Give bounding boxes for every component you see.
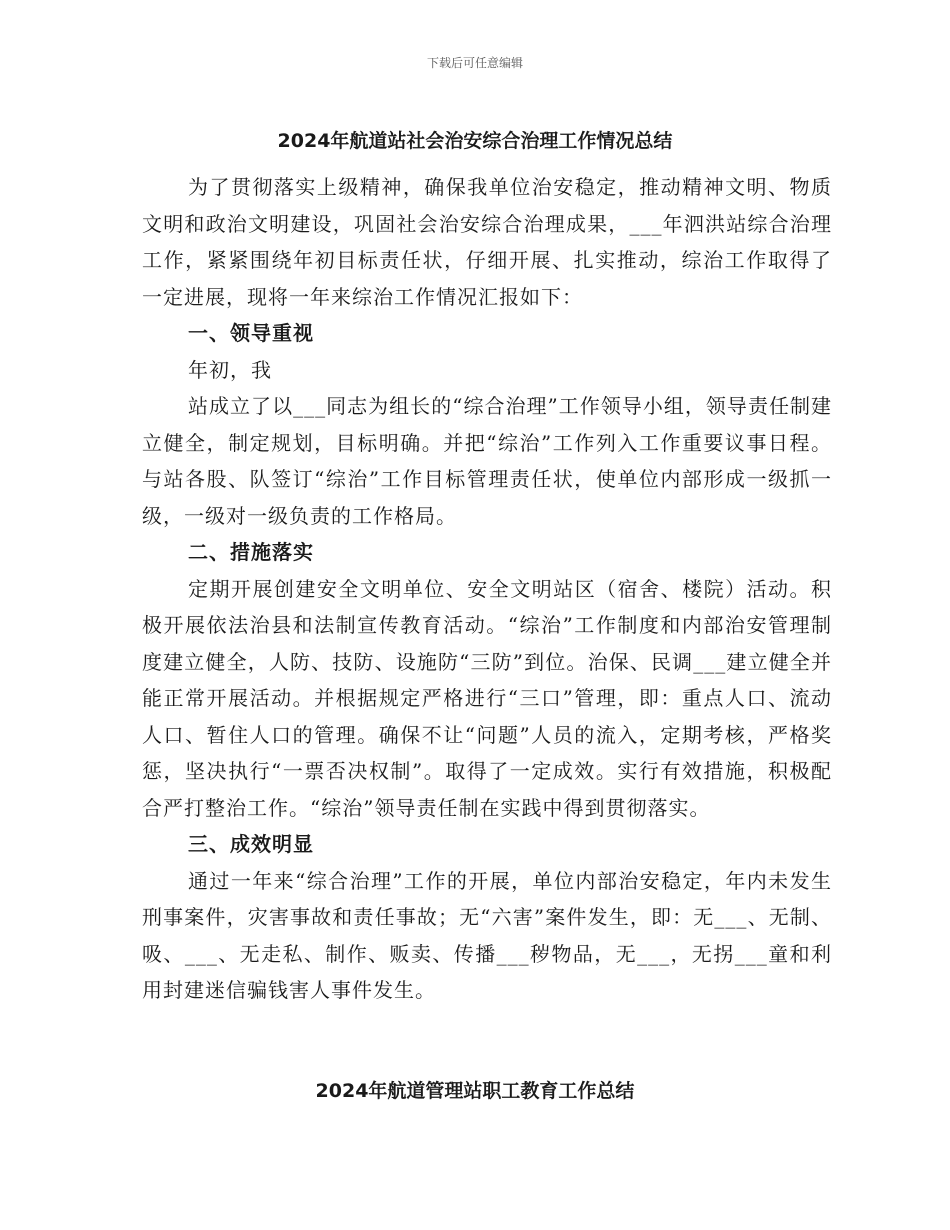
section-paragraph: 年初，我 — [188, 357, 272, 382]
section-heading-results: 三、成效明显 — [188, 832, 314, 856]
header-note: 下载后可任意编辑 — [426, 56, 523, 70]
section-heading-leadership: 一、领导重视 — [188, 321, 314, 345]
section-heading-measures: 二、措施落实 — [188, 540, 314, 564]
document-body — [142, 169, 832, 1009]
next-document-title: 2024年航道管理站职工教育工作总结 — [315, 1080, 635, 1102]
section-paragraph: 站成立了以___同志为组长的“综合治理”工作领导小组，领导责任制建立健全，制定规划，目标明确。并把“综治”工作列入工作重要议事日程。与站各股、队签订“综治”工作目标管理责任状，使单位内部形成一级抓一级，一级对一级负责的工作格局。 — [142, 394, 832, 528]
section-paragraph: 通过一年来“综合治理”工作的开展，单位内部治安稳定，年内未发生刑事案件，灾害事故和责任事故；无“六害”案件发生，即：无___、无制、吸、___、无走私、制作、贩卖、传播___秽物品，无___，无拐___童和利用封建迷信骗钱害人事件发生。 — [142, 868, 832, 1002]
document-title: 2024年航道站社会治安综合治理工作情况总结 — [277, 130, 673, 152]
intro-paragraph: 为了贯彻落实上级精神，确保我单位治安稳定，推动精神文明、物质文明和政治文明建设，巩固社会治安综合治理成果，___年泗洪站综合治理工作，紧紧围绕年初目标责任状，仔细开展、扎实推动，综治工作取得了一定进展，现将一年来综治工作情况汇报如下： — [142, 175, 832, 309]
section-paragraph: 定期开展创建安全文明单位、安全文明站区（宿舍、楼院）活动。积极开展依法治县和法制宣传教育活动。“综治”工作制度和内部治安管理制度建立健全，人防、技防、设施防“三防”到位。治保、民调___建立健全并能正常开展活动。并根据规定严格进行“三口”管理，即：重点人口、流动人口、暂住人口的管理。确保不让“问题”人员的流入，定期考核，严格奖惩，坚决执行“一票否决权制”。取得了一定成效。实行有效措施，积极配合严打整治工作。“综治”领导责任制在实践中得到贯彻落实。 — [142, 576, 832, 820]
